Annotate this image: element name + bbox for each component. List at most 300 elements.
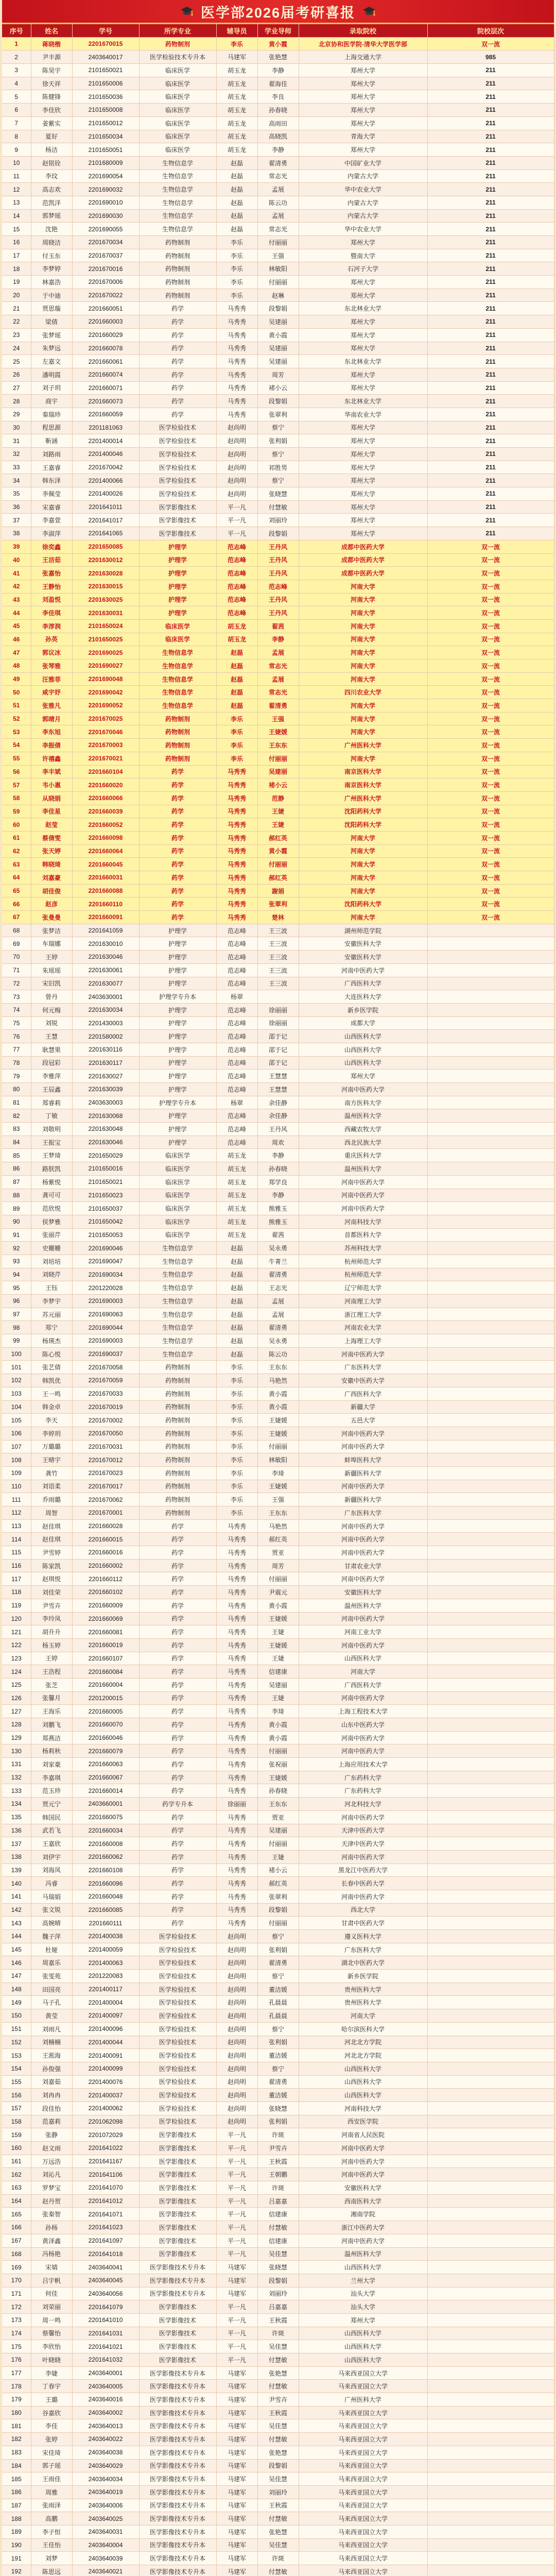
cell-school-tier xyxy=(427,2525,554,2538)
cell-major: 生物信息学 xyxy=(139,1281,216,1295)
cell-name: 龚可可 xyxy=(31,1189,72,1202)
cell-school-tier xyxy=(427,2287,554,2300)
cell-student-id: 2201641022 xyxy=(72,2142,139,2155)
cell-name: 李天 xyxy=(31,1414,72,1427)
table-row xyxy=(2,1295,554,1308)
cell-school-tier: 211 xyxy=(427,500,554,514)
cell-admitted-school: 浙江中医药大学 xyxy=(299,2221,427,2234)
cell-name: 叶晓晓 xyxy=(31,2353,72,2367)
table-row xyxy=(2,911,554,924)
cell-student-id: 2201630048 xyxy=(72,1123,139,1136)
cell-major: 药物制剂 xyxy=(139,289,216,302)
cell-major: 药物制剂 xyxy=(139,752,216,765)
cell-school-tier xyxy=(427,1996,554,2009)
cell-admitted-school: 石河子大学 xyxy=(299,262,427,276)
cell-advisor: 尹雪卉 xyxy=(257,2393,299,2406)
table-row xyxy=(2,1638,554,1652)
cell-index: 180 xyxy=(2,2406,31,2419)
cell-major: 医学检验技术 xyxy=(139,461,216,474)
cell-admitted-school: 河南中医药大学 xyxy=(299,2234,427,2247)
cell-counselor: 赵尚明 xyxy=(216,487,257,501)
table-row xyxy=(2,37,554,50)
table-row xyxy=(2,302,554,315)
cell-admitted-school: 马来西亚国立大学 xyxy=(299,2472,427,2486)
cell-advisor: 牛菁兰 xyxy=(257,1255,299,1268)
cell-major: 护理学 xyxy=(139,567,216,580)
cell-counselor: 马秀秀 xyxy=(216,315,257,329)
cell-major: 护理学 xyxy=(139,593,216,606)
table-row xyxy=(2,1228,554,1242)
cell-admitted-school: 马来西亚国立大学 xyxy=(299,2380,427,2393)
cell-index: 161 xyxy=(2,2155,31,2168)
cell-school-tier: 双一流 xyxy=(427,871,554,885)
cell-counselor: 马建军 xyxy=(216,2459,257,2472)
cell-student-id: 2403640017 xyxy=(72,50,139,64)
table-row xyxy=(2,461,554,474)
cell-major: 护理学 xyxy=(139,977,216,990)
cell-school-tier xyxy=(427,1506,554,1520)
cell-school-tier xyxy=(427,1387,554,1400)
cell-advisor: 王秋霞 xyxy=(257,2499,299,2512)
cell-counselor: 马秀秀 xyxy=(216,844,257,858)
cell-index: 78 xyxy=(2,1056,31,1070)
cell-admitted-school: 郑州大学 xyxy=(299,276,427,289)
cell-advisor: 董洁媛 xyxy=(257,2049,299,2062)
cell-index: 141 xyxy=(2,1890,31,1903)
cell-admitted-school: 马来西亚国立大学 xyxy=(299,2499,427,2512)
cell-index: 145 xyxy=(2,1943,31,1956)
cell-major: 医学影像技术专升本 xyxy=(139,2499,216,2512)
cell-advisor: 王丹风 xyxy=(257,593,299,606)
cell-index: 9 xyxy=(2,143,31,157)
cell-index: 22 xyxy=(2,315,31,329)
cell-school-tier xyxy=(427,1215,554,1228)
cell-admitted-school: 南京医科大学 xyxy=(299,778,427,792)
table-row xyxy=(2,1043,554,1056)
cell-index: 35 xyxy=(2,487,31,501)
table-row xyxy=(2,1652,554,1665)
table-row xyxy=(2,2049,554,2062)
cell-index: 25 xyxy=(2,355,31,368)
cell-counselor: 赵尚明 xyxy=(216,2075,257,2089)
cell-student-id: 2403640002 xyxy=(72,2406,139,2419)
cell-student-id: 2201660081 xyxy=(72,1625,139,1639)
cell-advisor: 王慧慧 xyxy=(257,1083,299,1096)
cell-advisor: 翟清勇 xyxy=(257,156,299,170)
cell-index: 111 xyxy=(2,1493,31,1506)
cell-name: 杨瑛杰 xyxy=(31,1334,72,1348)
cell-school-tier xyxy=(427,2366,554,2380)
cell-advisor: 付丽丽 xyxy=(257,858,299,871)
cell-school-tier: 双一流 xyxy=(427,752,554,765)
cell-name: 李雅萍 xyxy=(31,1070,72,1083)
cell-student-id: 2201660084 xyxy=(72,1665,139,1679)
cell-admitted-school: 内蒙古大学 xyxy=(299,170,427,183)
cell-index: 68 xyxy=(2,924,31,937)
cell-major: 生物信息学 xyxy=(139,1308,216,1321)
cell-counselor: 马秀秀 xyxy=(216,911,257,924)
cell-index: 121 xyxy=(2,1625,31,1639)
cell-index: 27 xyxy=(2,381,31,395)
cell-student-id: 2403630003 xyxy=(72,1096,139,1109)
table-row xyxy=(2,1943,554,1956)
cell-index: 115 xyxy=(2,1546,31,1560)
cell-major: 药物制剂 xyxy=(139,1387,216,1400)
cell-school-tier xyxy=(427,2353,554,2367)
table-row xyxy=(2,778,554,792)
cell-name: 刘语柔 xyxy=(31,1480,72,1493)
cell-counselor: 赵尚明 xyxy=(216,2022,257,2036)
cell-name: 杨莉秋 xyxy=(31,1744,72,1758)
cell-counselor: 马秀秀 xyxy=(216,778,257,792)
cell-counselor: 赵磊 xyxy=(216,672,257,686)
cell-student-id: 2201630028 xyxy=(72,567,139,580)
cell-index: 79 xyxy=(2,1070,31,1083)
cell-school-tier: 双一流 xyxy=(427,699,554,713)
cell-counselor: 平一凡 xyxy=(216,2247,257,2261)
cell-student-id: 2201660079 xyxy=(72,1744,139,1758)
cell-name: 侯梦雅 xyxy=(31,1215,72,1228)
cell-name: 李婷玥 xyxy=(31,1427,72,1440)
cell-school-tier: 双一流 xyxy=(427,844,554,858)
cell-name: 刘沁凡 xyxy=(31,2168,72,2181)
cell-school-tier xyxy=(427,1982,554,1996)
cell-advisor: 吴建丽 xyxy=(257,355,299,368)
cell-counselor: 马建军 xyxy=(216,2274,257,2287)
cell-admitted-school: 四川农业大学 xyxy=(299,686,427,699)
table-row xyxy=(2,2366,554,2380)
cell-major: 护理学 xyxy=(139,1030,216,1043)
cell-major: 医学影像技术专升本 xyxy=(139,2393,216,2406)
cell-index: 102 xyxy=(2,1374,31,1387)
cell-counselor: 赵尚明 xyxy=(216,1943,257,1956)
cell-major: 药学 xyxy=(139,858,216,871)
table-row xyxy=(2,699,554,713)
cell-student-id: 2201670034 xyxy=(72,236,139,249)
cell-school-tier xyxy=(427,1480,554,1493)
cell-school-tier: 双一流 xyxy=(427,884,554,897)
cell-student-id: 2201660062 xyxy=(72,1850,139,1863)
cell-index: 61 xyxy=(2,831,31,844)
cell-index: 93 xyxy=(2,1255,31,1268)
cell-admitted-school: 山西医科大学 xyxy=(299,1043,427,1056)
cell-major: 药学 xyxy=(139,818,216,832)
cell-major: 医学影像技术 xyxy=(139,2234,216,2247)
cell-major: 医学检验技术 xyxy=(139,2009,216,2023)
cell-admitted-school: 山西医科大学 xyxy=(299,1056,427,1070)
table-row xyxy=(2,2089,554,2102)
cell-index: 112 xyxy=(2,1506,31,1520)
cell-index: 107 xyxy=(2,1440,31,1453)
cell-counselor: 赵磊 xyxy=(216,1242,257,1255)
cell-school-tier: 211 xyxy=(427,408,554,421)
table-row xyxy=(2,1758,554,1771)
cell-admitted-school: 河南大学 xyxy=(299,712,427,725)
cell-major: 医学检验技术 xyxy=(139,2075,216,2089)
cell-index: 51 xyxy=(2,699,31,713)
cell-school-tier xyxy=(427,1691,554,1705)
cell-advisor: 郝红英 xyxy=(257,871,299,885)
cell-advisor: 王东东 xyxy=(257,1506,299,1520)
cell-admitted-school: 郑州大学 xyxy=(299,328,427,342)
cell-advisor: 张翠利 xyxy=(257,408,299,421)
cell-major: 医学检验技术专升本 xyxy=(139,50,216,64)
cell-major: 药物制剂 xyxy=(139,1493,216,1506)
cell-advisor: 蔡宁 xyxy=(257,474,299,487)
cell-index: 130 xyxy=(2,1744,31,1758)
cell-index: 166 xyxy=(2,2221,31,2234)
cell-admitted-school: 河南中医药大学 xyxy=(299,2168,427,2181)
cell-index: 42 xyxy=(2,580,31,593)
cell-counselor: 马秀秀 xyxy=(216,1519,257,1533)
table-row xyxy=(2,514,554,527)
table-row xyxy=(2,2512,554,2526)
cell-student-id: 2201660073 xyxy=(72,395,139,408)
table-row xyxy=(2,2009,554,2023)
cell-counselor: 马秀秀 xyxy=(216,395,257,408)
cell-advisor: 王三波 xyxy=(257,924,299,937)
cell-student-id: 2201400097 xyxy=(72,2009,139,2023)
table-row xyxy=(2,474,554,487)
cell-name: 丁敏 xyxy=(31,1109,72,1123)
cell-advisor: 黄小霞 xyxy=(257,1387,299,1400)
cell-admitted-school: 河南中医药大学 xyxy=(299,1175,427,1189)
cell-index: 56 xyxy=(2,765,31,778)
cell-name: 王静怡 xyxy=(31,580,72,593)
cell-school-tier xyxy=(427,1242,554,1255)
cell-major: 药物制剂 xyxy=(139,1427,216,1440)
cell-student-id: 2201670002 xyxy=(72,1414,139,1427)
table-row xyxy=(2,223,554,236)
cell-major: 医学影像技术专升本 xyxy=(139,2472,216,2486)
cell-name: 杨紫悦 xyxy=(31,1175,72,1189)
cell-counselor: 马秀秀 xyxy=(216,355,257,368)
cell-advisor: 张翠利 xyxy=(257,897,299,911)
table-row xyxy=(2,1162,554,1176)
cell-index: 54 xyxy=(2,739,31,752)
cell-index: 118 xyxy=(2,1586,31,1599)
cell-major: 药学 xyxy=(139,1771,216,1784)
cell-advisor: 熊雅玉 xyxy=(257,1215,299,1228)
table-row xyxy=(2,130,554,143)
cell-major: 药学 xyxy=(139,1586,216,1599)
cell-school-tier: 双一流 xyxy=(427,580,554,593)
table-row xyxy=(2,633,554,646)
cell-major: 医学影像技术专升本 xyxy=(139,2433,216,2446)
cell-advisor: 付丽丽 xyxy=(257,1744,299,1758)
cell-admitted-school: 河南理工大学 xyxy=(299,1295,427,1308)
cell-counselor: 赵磊 xyxy=(216,1268,257,1281)
cell-counselor: 马建军 xyxy=(216,2512,257,2526)
cell-index: 128 xyxy=(2,1718,31,1732)
cell-student-id: 2201660031 xyxy=(72,871,139,885)
cell-index: 103 xyxy=(2,1387,31,1400)
cell-major: 药物制剂 xyxy=(139,276,216,289)
cell-advisor: 尹震元 xyxy=(257,1586,299,1599)
cell-admitted-school: 山西医科大学 xyxy=(299,1652,427,1665)
cell-name: 杨洁 xyxy=(31,143,72,157)
cell-admitted-school: 郑州大学 xyxy=(299,342,427,355)
cell-major: 医学检验技术 xyxy=(139,2022,216,2036)
cell-index: 170 xyxy=(2,2274,31,2287)
cell-advisor: 黄小霞 xyxy=(257,328,299,342)
cell-admitted-school: 西北大学 xyxy=(299,1903,427,1917)
cell-counselor: 胡玉龙 xyxy=(216,64,257,77)
table-row xyxy=(2,487,554,501)
cell-index: 84 xyxy=(2,1136,31,1149)
cell-student-id: 2201660110 xyxy=(72,897,139,911)
cell-advisor: 王婕媛 xyxy=(257,1414,299,1427)
cell-name: 丁春宇 xyxy=(31,2380,72,2393)
cell-student-id: 2201630012 xyxy=(72,553,139,567)
cell-advisor: 王三波 xyxy=(257,937,299,951)
cell-index: 70 xyxy=(2,951,31,964)
cell-student-id: 2101680009 xyxy=(72,156,139,170)
cell-school-tier: 211 xyxy=(427,434,554,448)
cell-advisor: 蔡宁 xyxy=(257,1930,299,1943)
cell-name: 高婉晴 xyxy=(31,1917,72,1930)
page-title: 医学部2026届考研喜报 xyxy=(201,2,355,22)
table-row xyxy=(2,1123,554,1136)
cell-major: 药学 xyxy=(139,1652,216,1665)
cell-major: 药学 xyxy=(139,1559,216,1572)
cell-major: 生物信息学 xyxy=(139,686,216,699)
cell-counselor: 马秀秀 xyxy=(216,1572,257,1586)
cell-index: 41 xyxy=(2,567,31,580)
cell-major: 临床医学 xyxy=(139,1175,216,1189)
cell-index: 64 xyxy=(2,871,31,885)
cell-counselor: 赵尚明 xyxy=(216,1996,257,2009)
cell-school-tier xyxy=(427,1652,554,1665)
cell-index: 52 xyxy=(2,712,31,725)
cell-admitted-school: 郑州大学 xyxy=(299,289,427,302)
cell-index: 144 xyxy=(2,1930,31,1943)
table-row xyxy=(2,2274,554,2287)
cell-student-id: 2201630116 xyxy=(72,1043,139,1056)
cell-school-tier xyxy=(427,1228,554,1242)
cell-advisor: 李静 xyxy=(257,143,299,157)
cell-admitted-school: 河南中医药大学 xyxy=(299,1440,427,1453)
cell-admitted-school: 河南中医药大学 xyxy=(299,1189,427,1202)
cell-index: 177 xyxy=(2,2366,31,2380)
cell-admitted-school: 新疆医科大学 xyxy=(299,1493,427,1506)
cell-admitted-school: 上海工程技术大学 xyxy=(299,1705,427,1718)
cell-name: 王婷 xyxy=(31,1652,72,1665)
cell-student-id: 2201630025 xyxy=(72,593,139,606)
cell-advisor: 吴佳慧 xyxy=(257,2419,299,2433)
cell-index: 34 xyxy=(2,474,31,487)
cell-school-tier: 双一流 xyxy=(427,778,554,792)
cell-major: 药学 xyxy=(139,871,216,885)
cell-counselor: 马秀秀 xyxy=(216,765,257,778)
cell-admitted-school: 成都中医药大学 xyxy=(299,567,427,580)
cell-counselor: 胡玉龙 xyxy=(216,143,257,157)
cell-admitted-school: 上海交通大学 xyxy=(299,50,427,64)
cell-advisor: 楚林 xyxy=(257,911,299,924)
cell-school-tier: 双一流 xyxy=(427,791,554,805)
cell-index: 137 xyxy=(2,1837,31,1851)
cell-counselor: 胡玉龙 xyxy=(216,619,257,633)
cell-index: 75 xyxy=(2,1016,31,1030)
cell-admitted-school: 上海应用技术大学 xyxy=(299,1758,427,1771)
cell-name: 张馨月 xyxy=(31,1691,72,1705)
cell-name: 李玲凤 xyxy=(31,1612,72,1625)
cell-advisor: 李琦 xyxy=(257,1705,299,1718)
cell-major: 生物信息学 xyxy=(139,209,216,223)
cell-major: 护理学 xyxy=(139,951,216,964)
cell-name: 张秦智 xyxy=(31,2208,72,2221)
table-row xyxy=(2,1559,554,1572)
table-row xyxy=(2,1612,554,1625)
cell-name: 蒋晓楷 xyxy=(31,37,72,50)
cell-major: 护理学 xyxy=(139,1136,216,1149)
cell-admitted-school: 河北科技大学 xyxy=(299,1798,427,1811)
cell-admitted-school: 河南中医药大学 xyxy=(299,1612,427,1625)
cell-school-tier xyxy=(427,2459,554,2472)
cell-advisor: 王婕媛 xyxy=(257,1612,299,1625)
cell-school-tier xyxy=(427,1400,554,1414)
cell-school-tier: 211 xyxy=(427,143,554,157)
cell-advisor: 翟海佳 xyxy=(257,77,299,90)
cell-index: 12 xyxy=(2,183,31,196)
cell-student-id: 2201690027 xyxy=(72,659,139,673)
cell-counselor: 马建军 xyxy=(216,2525,257,2538)
cell-advisor: 付丽丽 xyxy=(257,1917,299,1930)
table-row xyxy=(2,2168,554,2181)
cell-advisor: 孙春晓 xyxy=(257,104,299,117)
cell-student-id: 2201690048 xyxy=(72,672,139,686)
table-row xyxy=(2,725,554,739)
cell-name: 李东旭 xyxy=(31,725,72,739)
cell-name: 耿慧果 xyxy=(31,1043,72,1056)
cell-advisor: 吴建丽 xyxy=(257,1678,299,1691)
cell-name: 李梦宇 xyxy=(31,1295,72,1308)
cell-major: 药学 xyxy=(139,1744,216,1758)
cell-index: 66 xyxy=(2,897,31,911)
cell-school-tier xyxy=(427,1665,554,1679)
cell-name: 曾丹 xyxy=(31,990,72,1004)
cell-school-tier: 双一流 xyxy=(427,659,554,673)
cell-index: 104 xyxy=(2,1400,31,1414)
cell-index: 58 xyxy=(2,791,31,805)
cell-name: 周一鸣 xyxy=(31,2313,72,2327)
cell-student-id: 2201641097 xyxy=(72,2234,139,2247)
table-row xyxy=(2,1308,554,1321)
cell-advisor: 郝红英 xyxy=(257,831,299,844)
cell-student-id: 2101650034 xyxy=(72,130,139,143)
cell-admitted-school: 湘南学院 xyxy=(299,2208,427,2221)
cell-name: 马瑞娟 xyxy=(31,1890,72,1903)
cell-name: 秦瑞珍 xyxy=(31,408,72,421)
cell-admitted-school: 河南科技大学 xyxy=(299,2102,427,2115)
cell-school-tier xyxy=(427,2009,554,2023)
cell-name: 于中迪 xyxy=(31,289,72,302)
cell-school-tier: 双一流 xyxy=(427,633,554,646)
cell-name: 刘楠楠 xyxy=(31,2036,72,2049)
cell-name: 赵彦 xyxy=(31,897,72,911)
cell-student-id: 2201660091 xyxy=(72,911,139,924)
cell-admitted-school: 东北林业大学 xyxy=(299,395,427,408)
cell-index: 117 xyxy=(2,1572,31,1586)
cell-index: 19 xyxy=(2,276,31,289)
cell-name: 韩晓琦 xyxy=(31,858,72,871)
cell-school-tier xyxy=(427,1440,554,1453)
cell-major: 医学影像技术专升本 xyxy=(139,2552,216,2565)
cell-school-tier: 211 xyxy=(427,487,554,501)
cell-student-id: 2201400076 xyxy=(72,2075,139,2089)
cell-admitted-school: 青海大学 xyxy=(299,130,427,143)
cell-student-id: 2201641065 xyxy=(72,527,139,540)
